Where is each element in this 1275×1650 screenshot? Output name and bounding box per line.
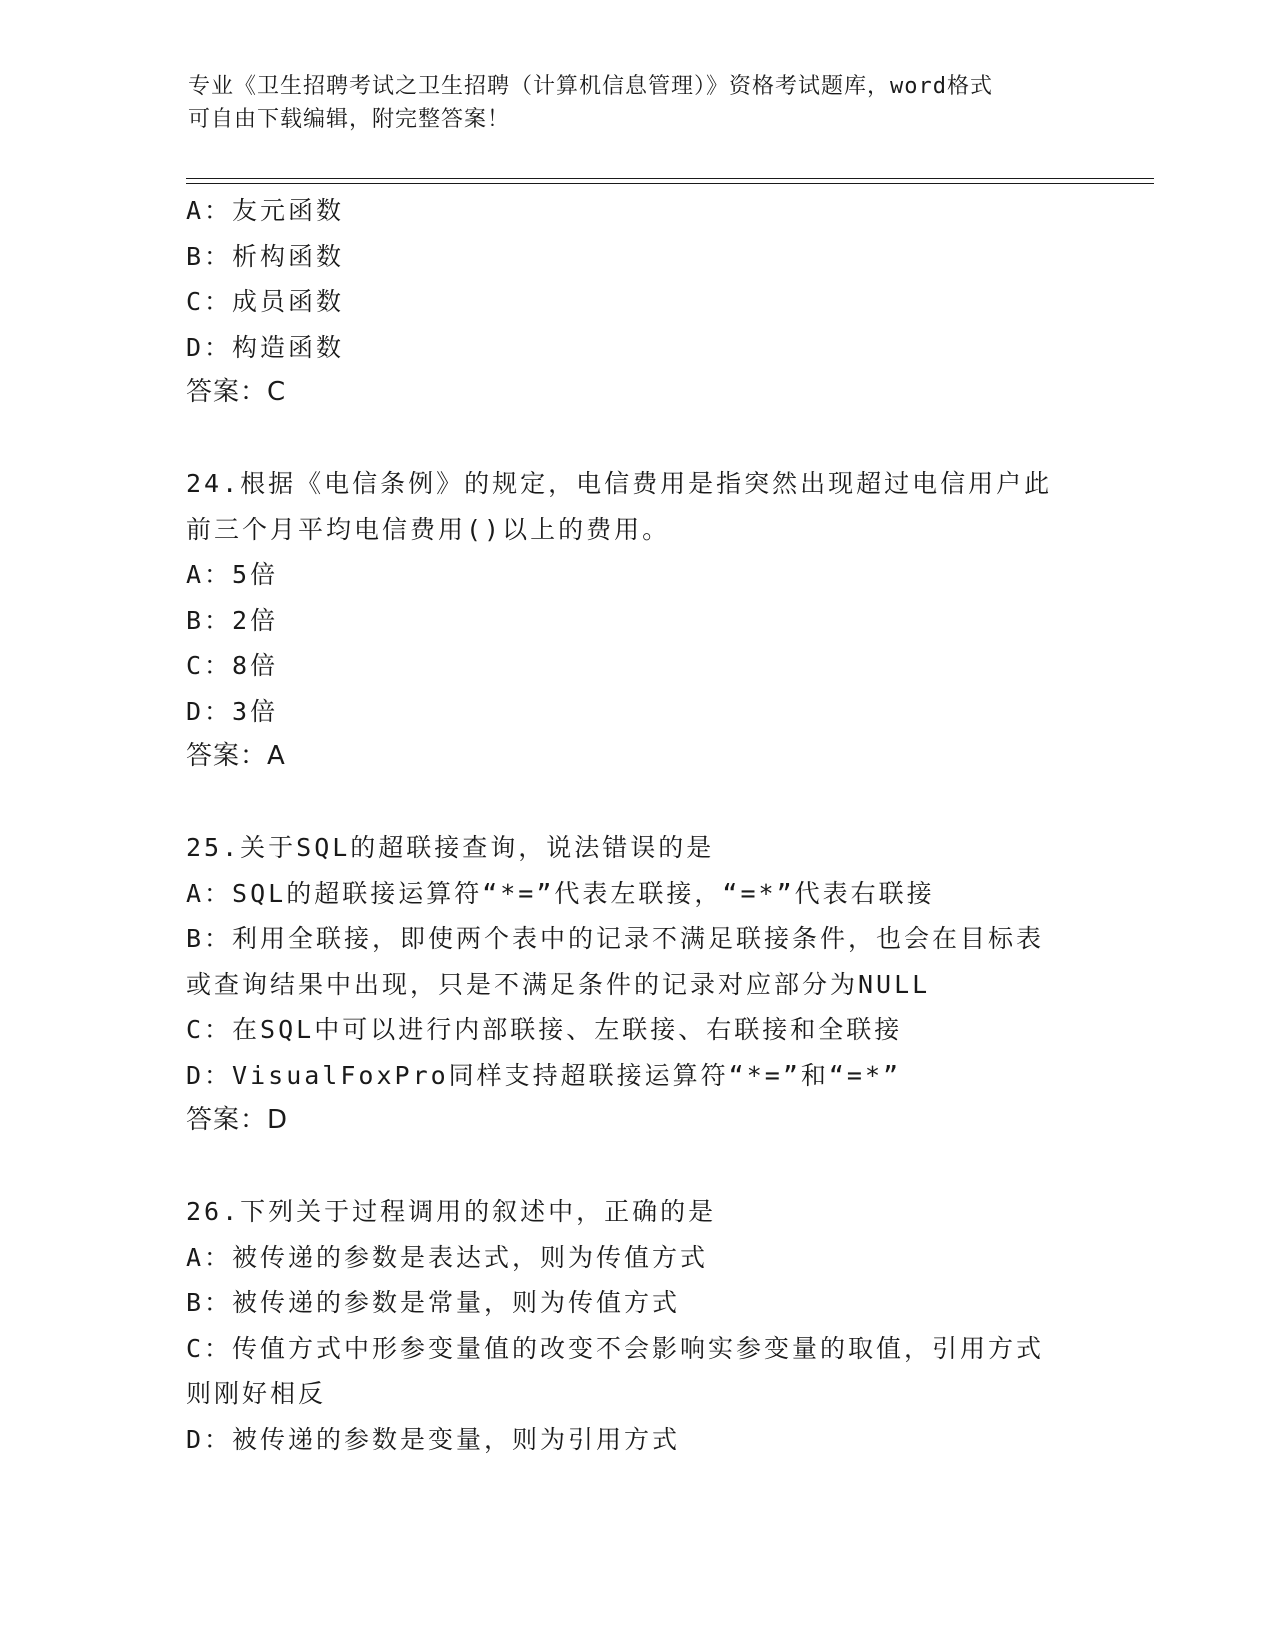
spacer [186,1144,1086,1190]
question-stem-line-2: 前三个月平均电信费用()以上的费用。 [186,514,671,544]
question-26 [186,1189,1086,1462]
question-stem-line-1: 24.根据《电信条例》的规定，电信费用是指突然出现超过电信用户此 [186,469,1053,498]
previous-question-options [186,188,1086,416]
question-stem-line-1: 26.下列关于过程调用的叙述中，正确的是 [186,1197,717,1226]
spacer [186,780,1086,826]
option-b-line-2: 或查询结果中出现，只是不满足条件的记录对应部分为NULL [186,969,931,999]
option-d: D：3倍 [186,696,279,726]
option-c: C：成员函数 [186,287,345,316]
header-line-2: 可自由下载编辑，附完整答案！ [188,107,511,132]
option-c-line-1: C：传值方式中形参变量值的改变不会影响实参变量的取值，引用方式 [186,1333,1045,1363]
answer-line: 答案：C [186,377,287,407]
question-25 [186,825,1086,1144]
option-a: A：被传递的参数是表达式，则为传值方式 [186,1242,709,1272]
option-c-line-2: 则刚好相反 [186,1379,327,1408]
option-a: A：SQL的超联接运算符“*=”代表左联接，“=*”代表右联接 [186,878,935,908]
option-b: B：2倍 [186,605,279,635]
option-d: D：被传递的参数是变量，则为引用方式 [186,1424,681,1454]
document-header [188,70,1068,136]
question-24 [186,461,1086,780]
header-line-1: 专业《卫生招聘考试之卫生招聘（计算机信息管理）》资格考试题库，word格式 [188,74,993,99]
option-d: D：VisualFoxPro同样支持超联接运算符“*=”和“=*” [186,1060,902,1090]
answer-line: 答案：A [186,741,286,771]
option-d: D：构造函数 [186,332,345,362]
option-a: A：5倍 [186,560,279,589]
option-c: C：8倍 [186,651,279,680]
answer-line: 答案：D [186,1105,289,1135]
header-rule-top [186,178,1154,179]
question-stem-line-1: 25.关于SQL的超联接查询，说法错误的是 [186,833,715,862]
option-b: B：被传递的参数是常量，则为传值方式 [186,1288,681,1317]
header-rule-bottom [186,183,1154,184]
spacer [186,416,1086,462]
option-b-line-1: B：利用全联接，即使两个表中的记录不满足联接条件，也会在目标表 [186,924,1045,953]
option-b: B：析构函数 [186,241,345,271]
question-content [186,188,1086,1462]
option-a: A：友元函数 [186,196,345,225]
option-c: C：在SQL中可以进行内部联接、左联接、右联接和全联接 [186,1015,903,1044]
